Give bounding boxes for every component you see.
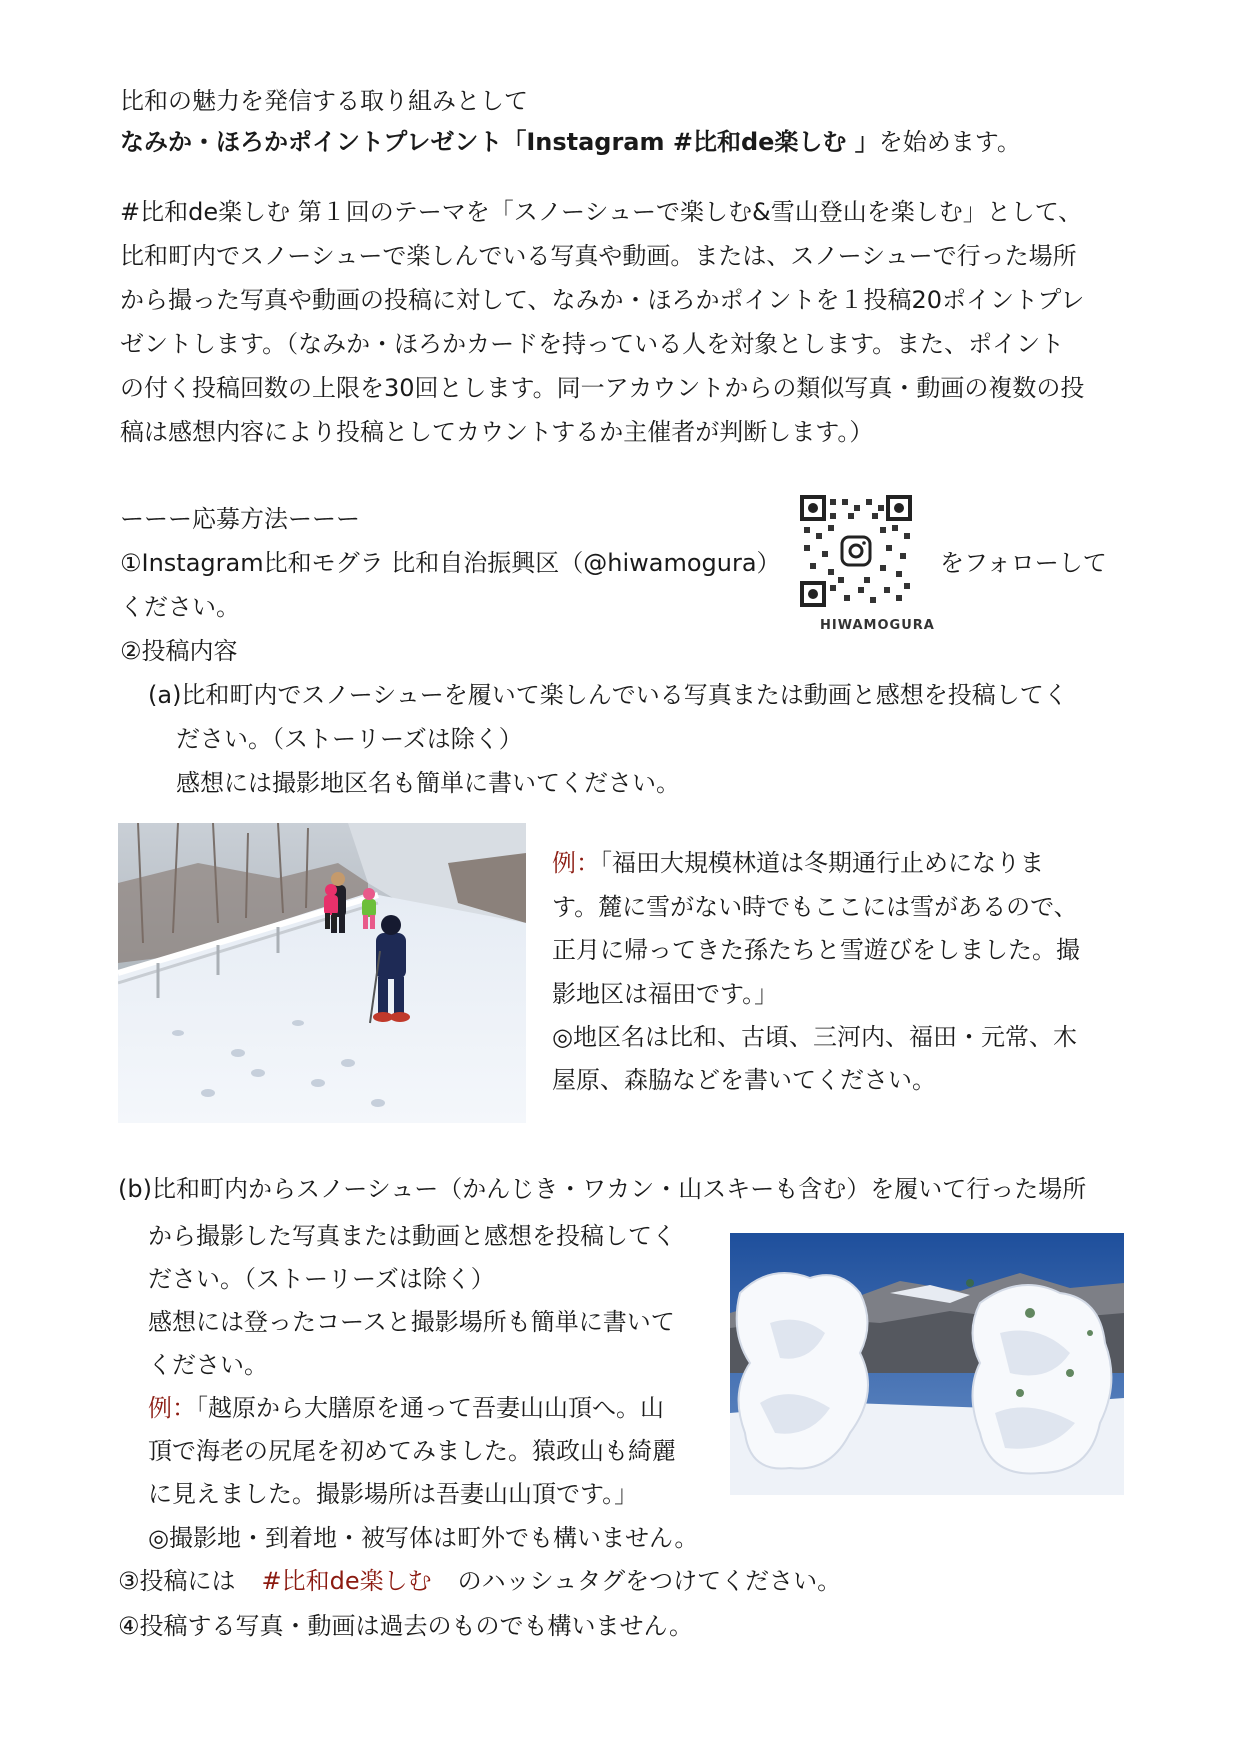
step1-line-1: ①Instagram比和モグラ 比和自治振興区（@hiwamogura）	[120, 549, 781, 577]
section-header: ーーー応募方法ーーー	[120, 505, 360, 533]
qr-caption: HIWAMOGURA	[820, 618, 935, 633]
example-a-line: ◎地区名は比和、古頃、三河内、福田・元常、木	[552, 1023, 1077, 1051]
step2b-line: から撮影した写真または動画と感想を投稿してく	[148, 1222, 676, 1250]
step2b-line: 感想には登ったコースと撮影場所も簡単に書いて	[148, 1308, 675, 1336]
description-line: から撮った写真や動画の投稿に対して、なみか・ほろかポイントを１投稿20ポイントプレ	[120, 286, 1085, 314]
example-a-line: 屋原、森脇などを書いてください。	[552, 1066, 936, 1094]
step1-follow: をフォローして	[940, 549, 1107, 577]
example-b-line-1: 例：「越原から大膳原を通って吾妻山山頂へ。山	[148, 1394, 664, 1422]
step1-line-2: ください。	[120, 593, 240, 621]
example-a-line-1: 例：「福田大規模林道は冬期通行止めになりま	[552, 849, 1044, 877]
intro-line-2	[120, 128, 1021, 157]
snowshoe-photo	[118, 823, 526, 1123]
description-line: #比和de楽しむ 第１回のテーマを「スノーシューで楽しむ&雪山登山を楽しむ」として、	[120, 198, 1083, 226]
summit-photo	[730, 1233, 1124, 1495]
example-a-line: 影地区は福田です。」	[552, 980, 779, 1008]
example-b-label: 例：	[148, 1394, 196, 1422]
example-b-note: ◎撮影地・到着地・被写体は町外でも構いません。	[148, 1524, 699, 1552]
example-a-line: 正月に帰ってきた孫たちと雪遊びをしました。撮	[552, 936, 1080, 964]
step2b-line: ください。	[148, 1351, 268, 1379]
example-a-label: 例：	[552, 849, 600, 877]
description-line: 稿は感想内容により投稿としてカウントするか主催者が判断します。）	[120, 418, 874, 446]
step2b-line-1: (b)比和町内からスノーシュー（かんじき・ワカン・山スキーも含む）を履いて行った場所	[118, 1175, 1087, 1203]
example-a-line: す。麓に雪がない時でもここには雪があるので、	[552, 893, 1078, 921]
step3-line: ③投稿には #比和de楽しむ のハッシュタグをつけてください。	[118, 1567, 842, 1595]
step2a-line-1: (a)比和町内でスノーシューを履いて楽しんでいる写真または動画と感想を投稿してく	[148, 681, 1068, 709]
description-line: ゼントします。（なみか・ほろかカードを持っている人を対象とします。また、ポイント	[120, 330, 1065, 358]
step2b-line: ださい。（ストーリーズは除く）	[148, 1265, 495, 1293]
hashtag: #比和de楽しむ	[261, 1567, 432, 1595]
intro-line-2-rest: を始めます。	[878, 128, 1021, 156]
example-b-line: 頂で海老の尻尾を初めてみました。猿政山も綺麗	[148, 1437, 676, 1465]
example-b-line: に見えました。撮影場所は吾妻山山頂です。」	[148, 1480, 639, 1508]
step2-title: ②投稿内容	[120, 637, 238, 665]
intro-line-1: 比和の魅力を発信する取り組みとして	[120, 87, 528, 115]
campaign-title: なみか・ほろかポイントプレゼント「Instagram #比和de楽しむ 」	[120, 128, 879, 156]
step2a-line-3: 感想には撮影地区名も簡単に書いてください。	[176, 769, 680, 797]
description-line: 比和町内でスノーシューで楽しんでいる写真や動画。または、スノーシューで行った場所	[120, 242, 1077, 270]
qr-code-icon[interactable]	[800, 495, 912, 607]
step2a-line-2: ださい。（ストーリーズは除く）	[176, 725, 523, 753]
description-line: の付く投稿回数の上限を30回とします。同一アカウントからの類似写真・動画の複数の投	[120, 374, 1085, 402]
step4-line: ④投稿する写真・動画は過去のものでも構いません。	[118, 1612, 693, 1640]
